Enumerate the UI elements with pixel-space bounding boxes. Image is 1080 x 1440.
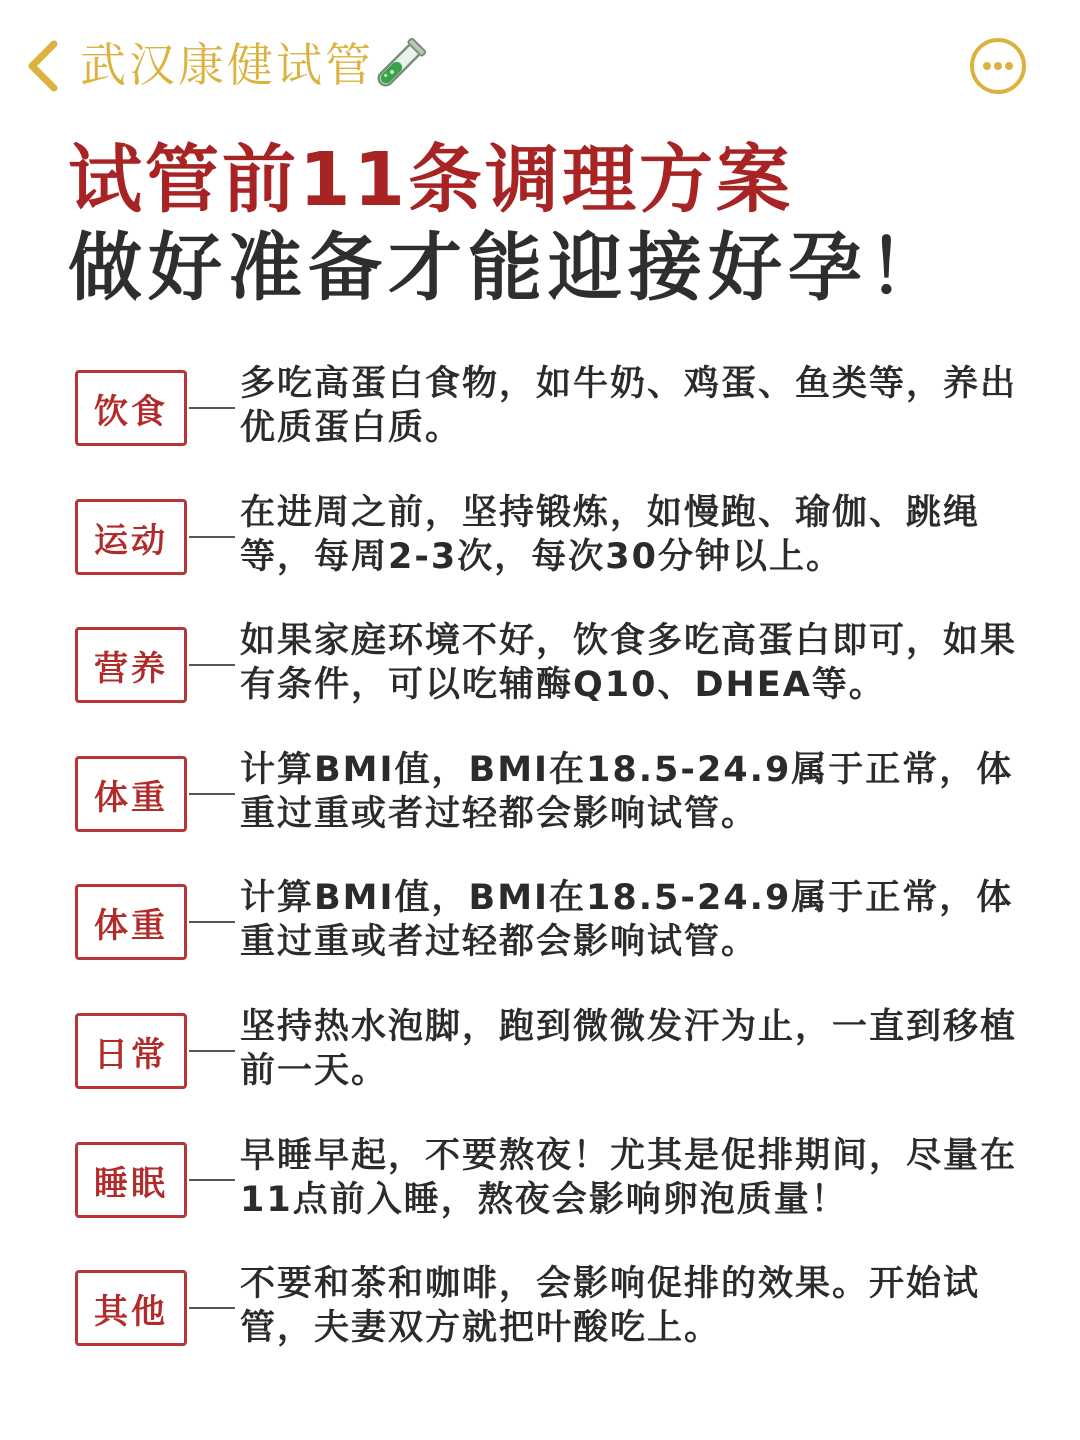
tag-label: 日常: [75, 1013, 187, 1089]
item-text: 在进周之前，坚持锻炼，如慢跑、瑜伽、跳绳等，每周2-3次，每次30分钟以上。: [240, 493, 981, 577]
back-button[interactable]: [20, 38, 64, 94]
connector-line: [189, 536, 235, 538]
list-item: [0, 358, 1080, 468]
tag-label: 其他: [75, 1270, 187, 1346]
chevron-left-icon: [20, 38, 64, 94]
connector-line: [189, 1179, 235, 1181]
tag-label: 营养: [75, 627, 187, 703]
tag-label: 睡眠: [75, 1142, 187, 1218]
tag-label: 体重: [75, 884, 187, 960]
connector-line: [189, 664, 235, 666]
item-text: 坚持热水泡脚，跑到微微发汗为止，一直到移植前一天。: [240, 1007, 1018, 1091]
connector-line: [189, 921, 235, 923]
connector-line: [189, 1050, 235, 1052]
connector-line: [189, 793, 235, 795]
title-sub: 做好准备才能迎接好孕！: [68, 225, 948, 311]
list-item: [0, 744, 1080, 854]
item-text: 早睡早起，不要熬夜！尤其是促排期间，尽量在11点前入睡，熬夜会影响卵泡质量！: [240, 1136, 1018, 1220]
list-item: [0, 615, 1080, 725]
tag-label: 饮食: [75, 370, 187, 446]
list-item: [0, 1258, 1080, 1368]
more-options-button[interactable]: [969, 37, 1027, 95]
connector-line: [189, 407, 235, 409]
list-item: [0, 487, 1080, 597]
item-text: 不要和茶和咖啡，会影响促排的效果。开始试管，夫妻双方就把叶酸吃上。: [240, 1264, 981, 1348]
list-item: [0, 1001, 1080, 1111]
item-text: 计算BMI值，BMI在18.5-24.9属于正常，体重过重或者过轻都会影响试管。: [240, 878, 1014, 962]
item-text: 多吃高蛋白食物，如牛奶、鸡蛋、鱼类等，养出优质蛋白质。: [240, 364, 1018, 448]
top-bar: [0, 0, 1080, 130]
title-main: 试管前11条调理方案: [68, 137, 793, 223]
tag-label: 体重: [75, 756, 187, 832]
connector-line: [189, 1307, 235, 1309]
list-item: [0, 1130, 1080, 1240]
page-title: [68, 138, 1028, 310]
test-tube-icon: [366, 36, 428, 98]
more-dots-icon: [969, 37, 1027, 95]
tag-label: 运动: [75, 499, 187, 575]
list-item: [0, 872, 1080, 982]
account-name[interactable]: 武汉康健试管: [80, 38, 374, 92]
item-text: 计算BMI值，BMI在18.5-24.9属于正常，体重过重或者过轻都会影响试管。: [240, 750, 1014, 834]
item-text: 如果家庭环境不好，饮食多吃高蛋白即可，如果有条件，可以吃辅酶Q10、DHEA等。: [240, 621, 1018, 705]
